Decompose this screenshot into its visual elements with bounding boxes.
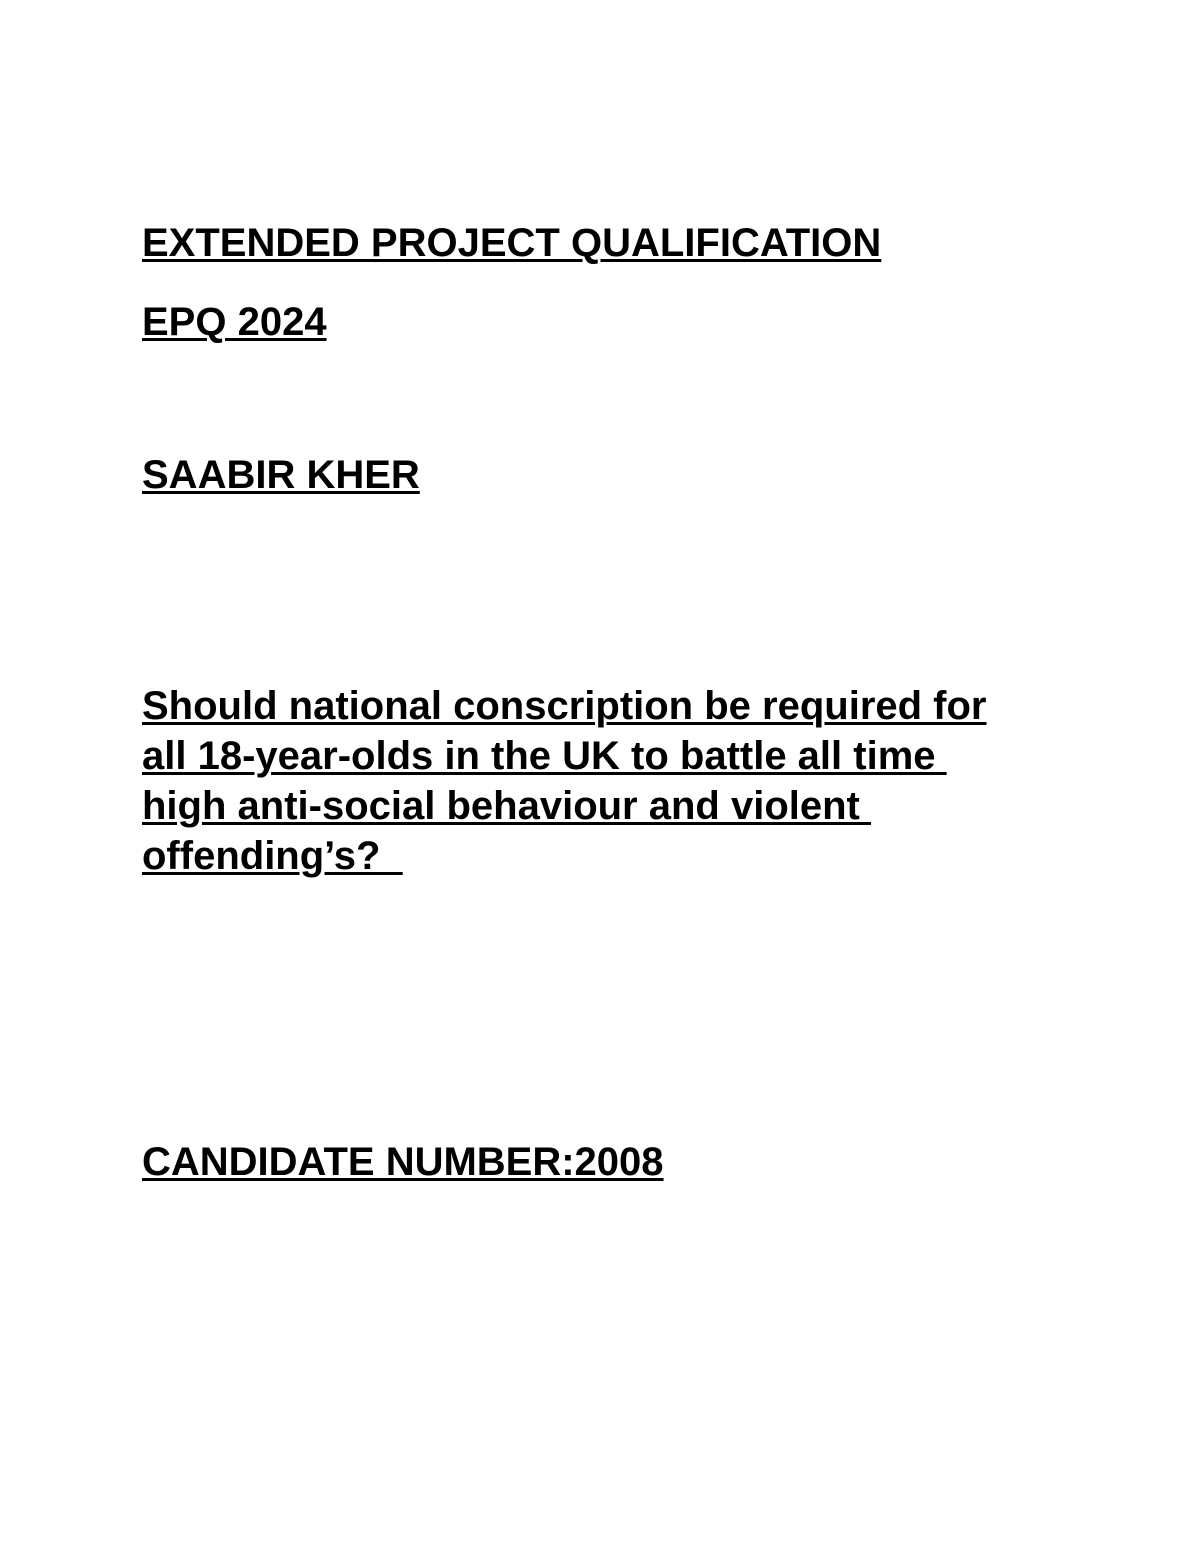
candidate-number: CANDIDATE NUMBER:2008 xyxy=(142,1140,664,1184)
document-title: EXTENDED PROJECT QUALIFICATION xyxy=(142,221,882,265)
author-name: SAABIR KHER xyxy=(142,453,420,497)
research-question-line: all 18-year-olds in the UK to battle all time xyxy=(142,734,947,778)
qualification-year: EPQ 2024 xyxy=(142,300,327,344)
research-question-line: offending’s? xyxy=(142,834,403,878)
research-question-line: high anti-social behaviour and violent xyxy=(142,784,871,828)
research-question-line: Should national conscription be required for xyxy=(142,684,987,728)
